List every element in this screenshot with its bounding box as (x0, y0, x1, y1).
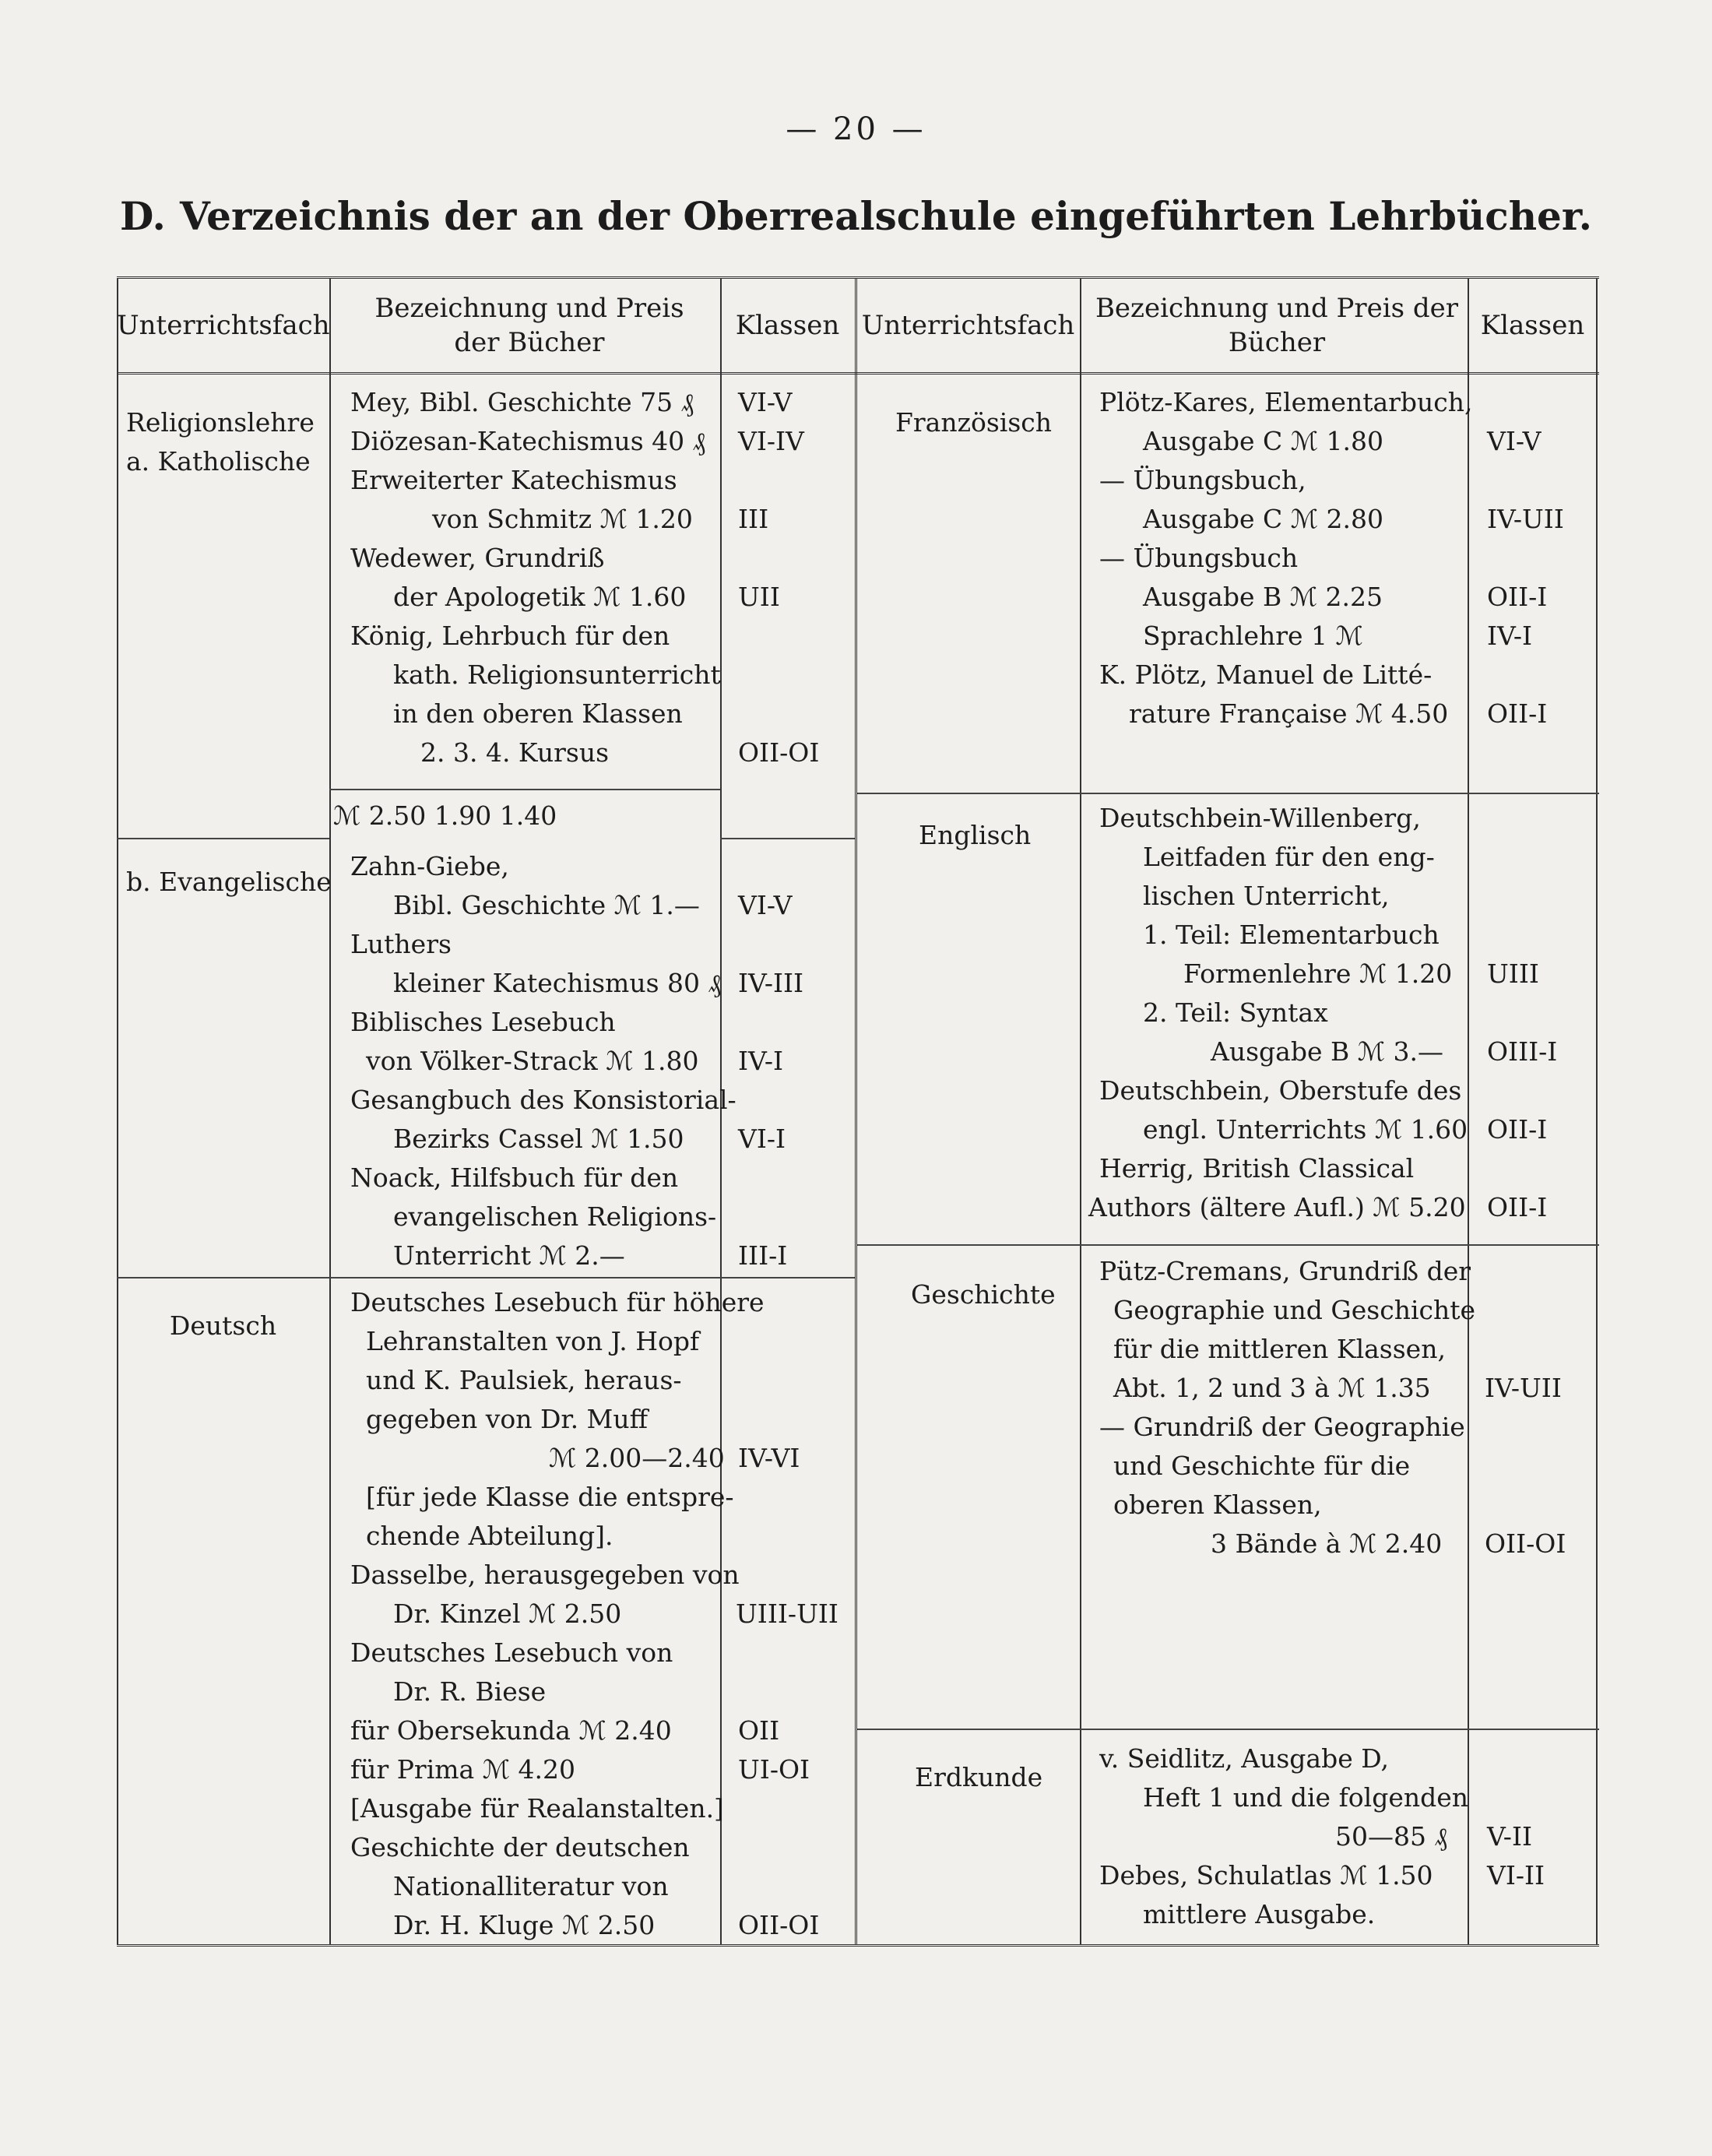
section-rule (856, 793, 1599, 794)
book-entry: Dr. Kinzel ℳ 2.50 (393, 1599, 622, 1629)
header-subject: Unterrichtsfach (117, 310, 330, 341)
book-entry: Geschichte der deutschen (350, 1832, 690, 1862)
book-entry: rature Française ℳ 4.50 (1129, 698, 1449, 729)
subject-label: Erdkunde (915, 1762, 1043, 1792)
book-entry: Deutsches Lesebuch von (350, 1637, 673, 1668)
class-value: OII-I (1487, 698, 1548, 729)
book-entry: Deutsches Lesebuch für höhere (350, 1287, 765, 1317)
book-entry: Mey, Bibl. Geschichte 75 ₰ (350, 387, 694, 417)
book-entry: K. Plötz, Manuel de Litté- (1099, 659, 1433, 690)
page-number: — 20 — (786, 111, 926, 147)
book-entry: für Obersekunda ℳ 2.40 (350, 1715, 672, 1746)
class-value: IV-UII (1487, 504, 1564, 534)
book-entry: Ausgabe C ℳ 2.80 (1143, 504, 1383, 534)
book-entry: 50—85 ₰ (1335, 1821, 1447, 1852)
class-value: OIII-I (1487, 1036, 1558, 1067)
class-value: OII-I (1487, 1192, 1548, 1222)
book-entry: 3 Bände à ℳ 2.40 (1211, 1528, 1443, 1559)
book-entry: von Schmitz ℳ 1.20 (432, 504, 693, 534)
book-entry: der Apologetik ℳ 1.60 (393, 582, 687, 612)
class-value: OII-OI (738, 1910, 820, 1940)
class-value: OII-OI (1485, 1528, 1566, 1559)
book-entry: Erweiterter Katechismus (350, 465, 677, 495)
subject-label: Religionslehre (126, 407, 315, 438)
section-rule (329, 789, 720, 790)
section-rule (117, 838, 329, 839)
book-entry: Herrig, British Classical (1099, 1153, 1415, 1184)
book-entry: Deutschbein, Oberstufe des (1099, 1075, 1462, 1106)
class-value: OII-OI (738, 737, 820, 768)
class-value: UII (738, 582, 780, 612)
book-entry: Dasselbe, herausgegeben von (350, 1560, 740, 1590)
book-entry: Bibl. Geschichte ℳ 1.— (393, 890, 700, 920)
book-entry: 1. Teil: Elementarbuch (1143, 920, 1440, 950)
class-value: OII-I (1487, 1114, 1548, 1145)
book-entry: Noack, Hilfsbuch für den (350, 1162, 679, 1193)
class-value: UIII (1487, 958, 1539, 989)
section-rule (856, 1729, 1599, 1730)
book-entry: Dr. R. Biese (393, 1676, 547, 1707)
header-rule (117, 372, 1599, 375)
header-books: Bezeichnung und Preis der Bücher (1095, 293, 1459, 358)
book-entry: Debes, Schulatlas ℳ 1.50 (1099, 1860, 1433, 1890)
class-value: III (738, 504, 769, 534)
book-entry: Bezirks Cassel ℳ 1.50 (393, 1124, 684, 1154)
book-entry: — Grundriß der Geographie (1099, 1412, 1465, 1442)
subject-label: Deutsch (169, 1310, 277, 1341)
book-entry: und K. Paulsiek, heraus- (366, 1365, 682, 1395)
book-entry: Dr. H. Kluge ℳ 2.50 (393, 1910, 656, 1940)
class-value: IV-UII (1485, 1373, 1562, 1403)
book-entry: engl. Unterrichts ℳ 1.60 (1143, 1114, 1468, 1145)
table-border-right (1596, 279, 1598, 1944)
book-entry: 2. Teil: Syntax (1143, 997, 1328, 1028)
book-entry: [Ausgabe für Realanstalten.] (350, 1793, 724, 1824)
class-value: OII-I (1487, 582, 1548, 612)
book-entry: Wedewer, Grundriß (350, 543, 605, 573)
book-entry: lischen Unterricht, (1143, 881, 1390, 911)
book-entry: gegeben von Dr. Muff (366, 1404, 649, 1434)
book-entry: Zahn-Giebe, (350, 851, 509, 881)
class-value: VI-V (1487, 426, 1542, 456)
book-entry: Abt. 1, 2 und 3 à ℳ 1.35 (1113, 1373, 1431, 1403)
book-entry: chende Abteilung]. (366, 1521, 613, 1551)
book-entry: Biblisches Lesebuch (350, 1007, 616, 1037)
book-entry: oberen Klassen, (1113, 1490, 1322, 1520)
book-entry: Sprachlehre 1 ℳ (1143, 621, 1363, 651)
book-entry: für Prima ℳ 4.20 (350, 1754, 575, 1785)
book-entry: Geographie und Geschichte (1113, 1295, 1476, 1325)
book-entry: in den oberen Klassen (393, 698, 683, 729)
book-entry: mittlere Ausgabe. (1143, 1899, 1376, 1929)
book-entry: v. Seidlitz, Ausgabe D, (1099, 1743, 1389, 1774)
book-entry: Unterricht ℳ 2.— (393, 1240, 625, 1271)
title-letter: D. (119, 193, 166, 239)
class-value: III-I (738, 1240, 788, 1271)
book-entry: kleiner Katechismus 80 ₰ (393, 968, 721, 998)
section-rule (856, 1244, 1599, 1246)
class-value: VI-V (738, 387, 793, 417)
subject-label: Englisch (919, 820, 1032, 850)
col-divider (329, 279, 331, 1944)
book-entry: Nationalliteratur von (393, 1871, 669, 1901)
book-entry: Authors (ältere Aufl.) ℳ 5.20 (1088, 1192, 1466, 1222)
book-entry: Formenlehre ℳ 1.20 (1183, 958, 1453, 989)
book-entry: von Völker-Strack ℳ 1.80 (366, 1046, 699, 1076)
class-value: IV-III (738, 968, 804, 998)
book-entry: Pütz-Cremans, Grundriß der (1099, 1256, 1471, 1286)
book-entry: Ausgabe C ℳ 1.80 (1143, 426, 1383, 456)
table-border-left (117, 279, 118, 1944)
subject-label: Französisch (895, 407, 1053, 438)
center-divider (855, 279, 859, 1944)
header-classes: Klassen (1480, 310, 1585, 341)
book-entry: Gesangbuch des Konsistorial- (350, 1085, 736, 1115)
subject-label: a. Katholische (126, 446, 311, 477)
section-rule (117, 1277, 855, 1278)
book-entry: Plötz-Kares, Elementarbuch, (1099, 387, 1473, 417)
book-entry: ℳ 2.00—2.40 (549, 1443, 725, 1473)
book-entry: König, Lehrbuch für den (350, 621, 670, 651)
book-entry: evangelischen Religions- (393, 1201, 717, 1232)
class-value: VI-I (738, 1124, 786, 1154)
col-divider (1468, 279, 1469, 1944)
book-entry: kath. Religionsunterricht (393, 659, 721, 690)
textbook-table (117, 276, 1599, 1947)
book-entry: 2. 3. 4. Kursus (420, 737, 610, 768)
book-entry: Leitfaden für den eng- (1143, 842, 1435, 872)
book-entry: [für jede Klasse die entspre- (366, 1482, 734, 1512)
header-classes: Klassen (735, 310, 840, 341)
class-value: IV-I (1487, 621, 1533, 651)
class-value: UI-OI (738, 1754, 810, 1785)
page-title (0, 193, 1712, 239)
book-entry: Ausgabe B ℳ 2.25 (1143, 582, 1383, 612)
book-entry: Lehranstalten von J. Hopf (366, 1326, 700, 1356)
book-entry: Deutschbein-Willenberg, (1099, 803, 1421, 833)
class-value: VI-V (738, 890, 793, 920)
class-value: OII (738, 1715, 780, 1746)
header-subject: Unterrichtsfach (861, 310, 1075, 341)
section-rule (720, 838, 855, 839)
col-divider (1080, 279, 1081, 1944)
book-entry: Diözesan-Katechismus 40 ₰ (350, 426, 706, 456)
book-entry: Heft 1 und die folgenden (1143, 1782, 1469, 1813)
title-text: Verzeichnis der an der Oberrealschule eingeführten Lehrbücher. (179, 193, 1593, 239)
class-value: UIII-UII (736, 1599, 838, 1629)
price-row: ℳ 2.50 1.90 1.40 (333, 800, 557, 831)
subject-label: Geschichte (911, 1279, 1056, 1310)
subject-label: b. Evangelische (126, 867, 332, 897)
class-value: VI-IV (738, 426, 804, 456)
class-value: IV-VI (738, 1443, 800, 1473)
book-entry: Ausgabe B ℳ 3.— (1211, 1036, 1443, 1067)
book-entry: — Übungsbuch (1099, 543, 1299, 573)
class-value: IV-I (738, 1046, 784, 1076)
class-value: VI-II (1487, 1860, 1545, 1890)
book-entry: für die mittleren Klassen, (1113, 1334, 1446, 1364)
header-books: Bezeichnung und Preis der Bücher (374, 293, 684, 358)
class-value: V-II (1487, 1821, 1533, 1852)
book-entry: — Übungsbuch, (1099, 465, 1306, 495)
book-entry: Luthers (350, 929, 452, 959)
book-entry: und Geschichte für die (1113, 1451, 1411, 1481)
